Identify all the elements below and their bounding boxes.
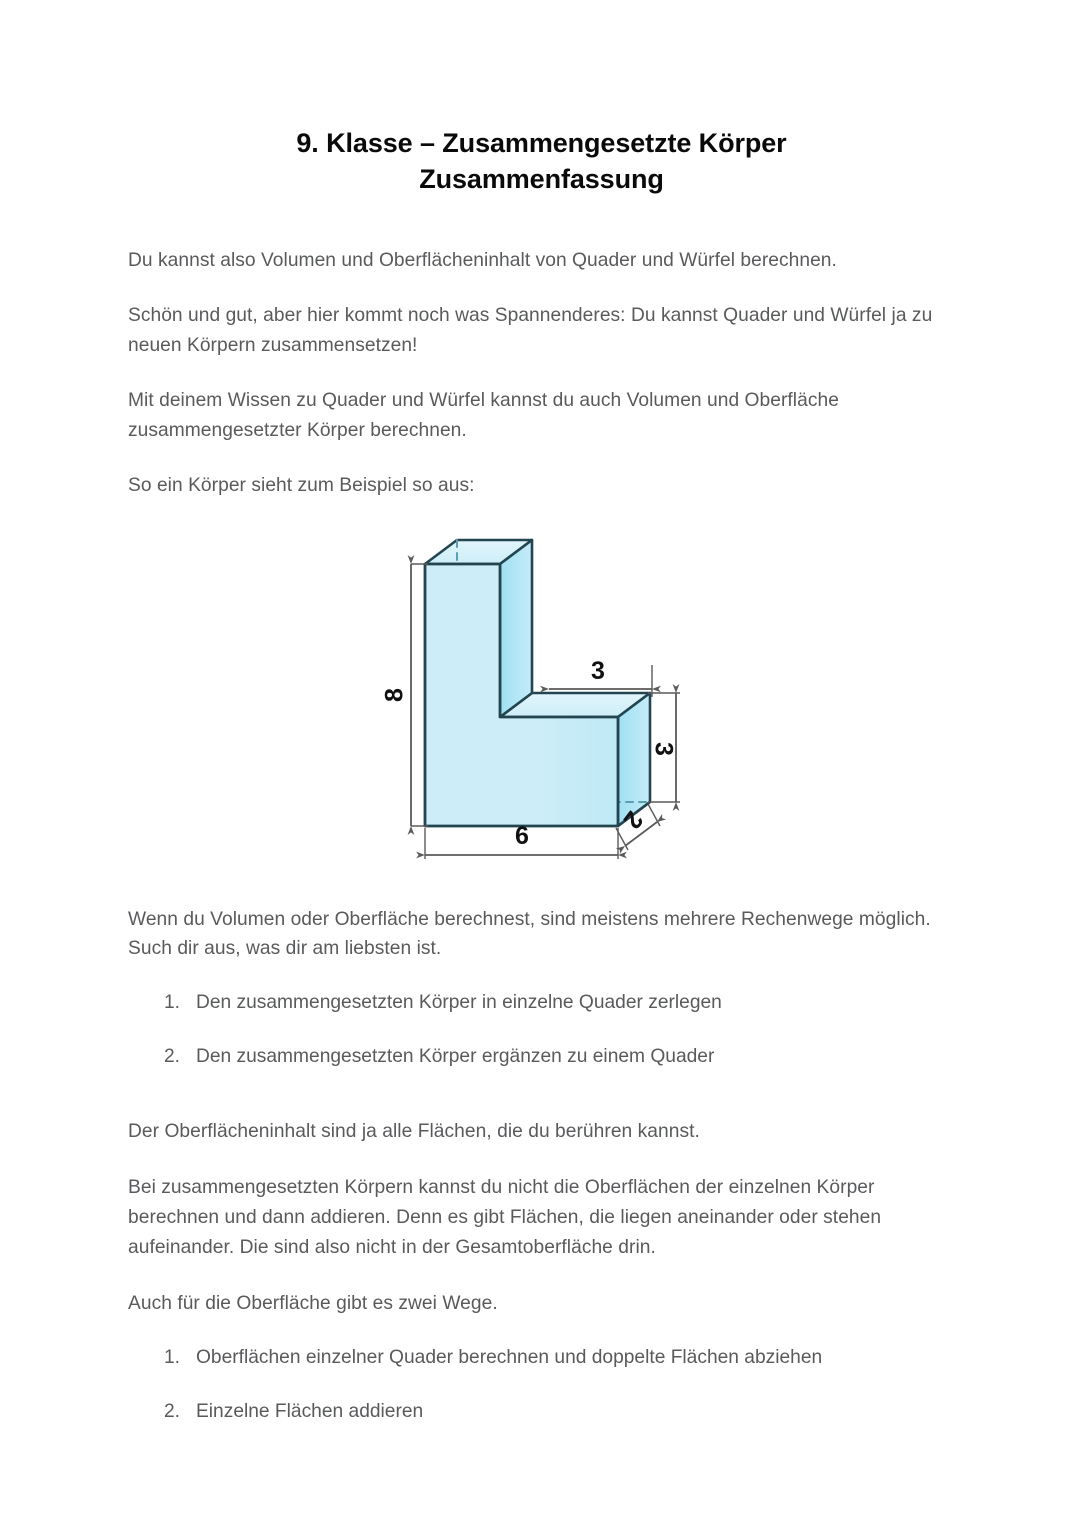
list-volume-methods: [128, 988, 955, 1072]
composite-solid-figure: [128, 531, 955, 883]
paragraph-intro-4: So ein Körper sieht zum Beispiel so aus:: [128, 474, 475, 496]
list-item-label: Den zusammengesetzten Körper in einzelne Quader zerlegen: [196, 992, 722, 1014]
paragraph-intro-3: Mit deinem Wissen zu Quader und Würfel kannst du auch Volumen und Oberfläche zusammengesetzter Körper berechnen.: [128, 389, 839, 441]
list-marker: 1.: [164, 1347, 181, 1369]
dimension-label-arm-width: 3: [591, 656, 605, 685]
dimension-height-8: [381, 564, 428, 826]
dimension-label-depth: 2: [617, 805, 649, 834]
list-marker: 1.: [164, 992, 181, 1014]
paragraph-mid-3: Auch für die Oberfläche gibt es zwei Wege.: [128, 1293, 498, 1315]
list-item-label: Oberflächen einzelner Quader berechnen und doppelte Flächen abziehen: [196, 1347, 823, 1369]
dimension-label-width: 6: [515, 821, 529, 850]
list-surface-methods: [128, 1343, 955, 1427]
solid-upper-side-face: [500, 540, 532, 717]
page-title-line-2: Zusammenfassung: [419, 163, 664, 194]
paragraph-intro-2: Schön und gut, aber hier kommt noch was Spannenderes: Du kannst Quader und Würfel ja zu neuen Körpern zusammensetzen!: [128, 304, 933, 356]
list-marker: 2.: [164, 1401, 181, 1423]
page-title: [128, 0, 955, 198]
page-title-line-1: 9. Klasse – Zusammengesetzte Körper: [296, 128, 787, 158]
dimension-arm-3: [549, 657, 652, 697]
document-content: [128, 0, 955, 1427]
dimension-width-6: [425, 822, 618, 859]
paragraph-after-figure: Wenn du Volumen oder Oberfläche berechnest, sind meistens mehrere Rechenwege möglich. Such dir aus, was dir am liebsten ist.: [128, 908, 931, 960]
list-marker: 2.: [164, 1046, 181, 1068]
list-item-label: Einzelne Flächen addieren: [196, 1401, 424, 1423]
paragraph-mid-2: Bei zusammengesetzten Körpern kannst du nicht die Oberflächen der einzelnen Körper berechnen und dann addieren. Denn es gibt Flächen, die liegen aneinander oder stehen aufeinander. Die sind also nicht in der Gesamtoberfläche drin.: [128, 1177, 882, 1259]
list-item: [128, 1343, 955, 1373]
dimension-arm-height-3: [648, 693, 680, 802]
dimension-label-height: 8: [380, 687, 409, 702]
list-item: [128, 1397, 955, 1427]
list-item: [128, 1042, 955, 1072]
list-item: [128, 988, 955, 1018]
dimension-label-arm-height: 3: [649, 741, 678, 756]
paragraph-intro-1: Du kannst also Volumen und Oberflächeninhalt von Quader und Würfel berechnen.: [128, 249, 837, 271]
list-item-label: Den zusammengesetzten Körper ergänzen zu einem Quader: [196, 1046, 715, 1068]
paragraph-mid-1: Der Oberflächeninhalt sind ja alle Flächen, die du berühren kannst.: [128, 1121, 700, 1143]
